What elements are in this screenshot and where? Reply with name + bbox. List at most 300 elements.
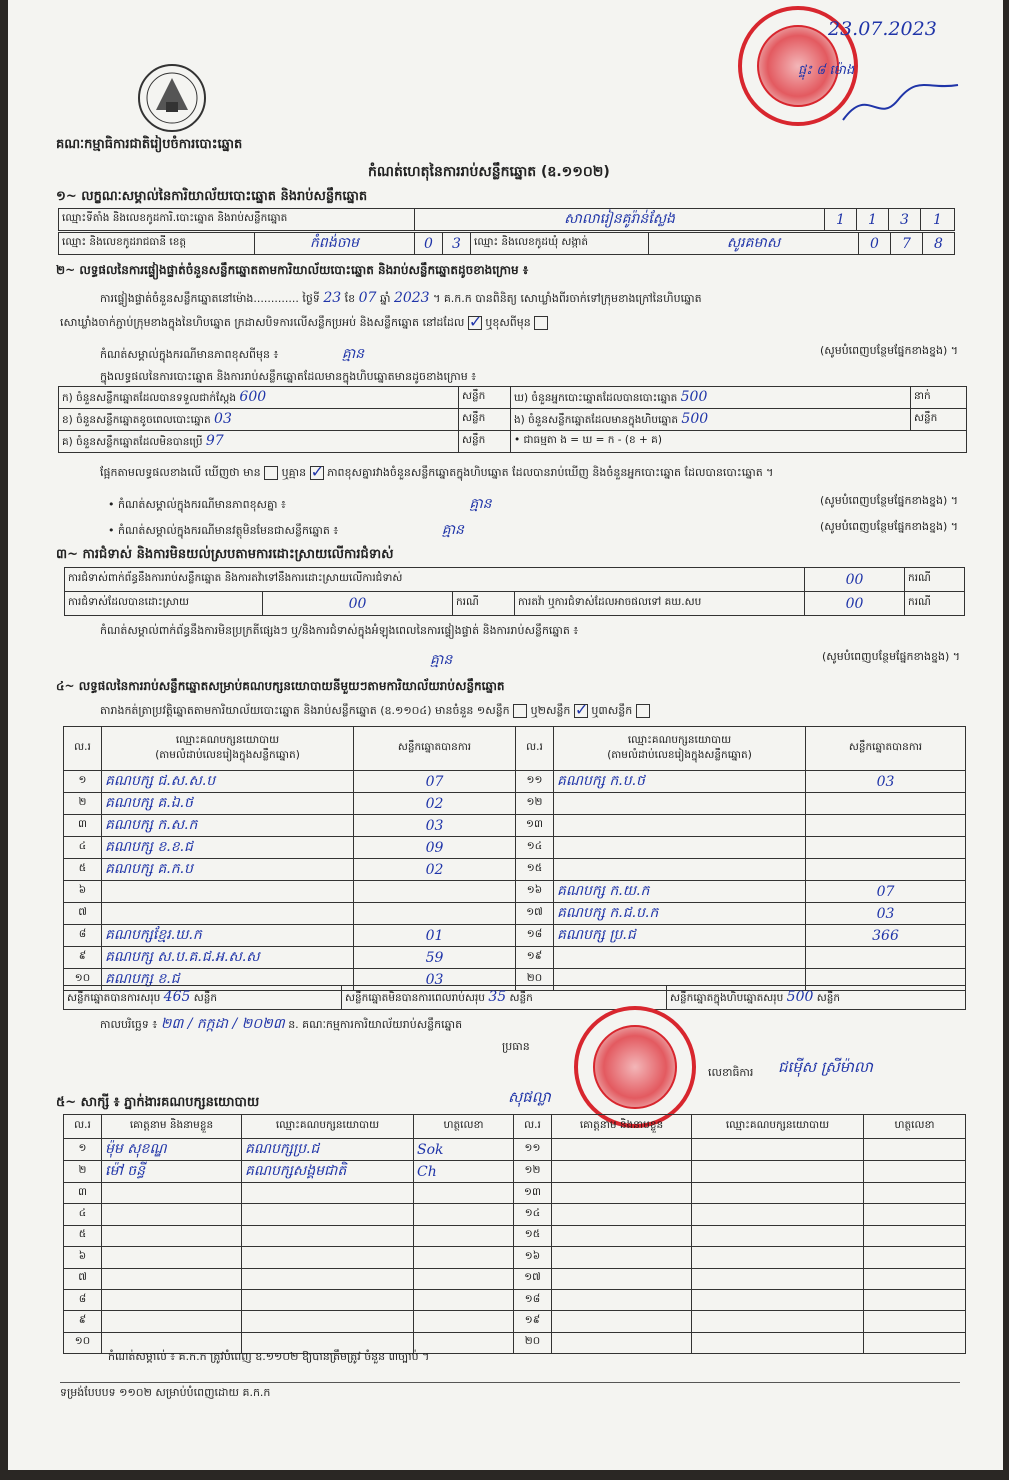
w-col-no-right: ល.រ <box>514 1115 552 1139</box>
party-votes[interactable]: 07 <box>354 771 516 793</box>
objection-label: ការជំទាស់ពាក់ព័ន្ធនឹងការរាប់សន្លឹកឆ្នោត និងការតវ៉ាទៅនឹងការដោះស្រាយលើការជំទាស់ <box>65 568 805 592</box>
party-votes[interactable] <box>806 793 966 815</box>
party-no: ៥ <box>64 859 102 881</box>
witness-no: ១៣ <box>514 1183 552 1204</box>
witness-no: ៦ <box>64 1247 102 1268</box>
form-footer: ទម្រង់បែបបទ ១១០២ សម្រាប់បំពេញដោយ គ.ក.ក <box>60 1386 271 1399</box>
unit-e: សន្លឹក <box>911 409 967 431</box>
irregularity-row <box>60 650 960 671</box>
valid-total-unit: សន្លឹក <box>193 991 218 1004</box>
witness-no: ៣ <box>64 1183 102 1204</box>
verify-text-b: ខែ <box>344 292 356 305</box>
emblem-logo <box>136 62 208 134</box>
party-votes[interactable] <box>806 815 966 837</box>
footnote: កំណត់សម្គាល់ ៖ គ.ក.ក ត្រូវបំពេញ ឧ.១១០២ ឱ្យបានត្រឹមត្រូវ ចំនួន ៣ច្បាប់ ។ <box>108 1350 430 1363</box>
party-row <box>64 771 966 793</box>
witness-row <box>64 1268 966 1289</box>
witness-signature[interactable]: Sok <box>414 1139 514 1161</box>
seal-stamp-bottom <box>574 1006 696 1128</box>
ballot-count-table <box>58 386 967 453</box>
party-votes[interactable]: 366 <box>806 925 966 947</box>
station-code-3[interactable]: 3 <box>889 209 921 231</box>
ballot-row-e <box>511 409 911 431</box>
ballot-row-a <box>59 387 459 409</box>
bullet-note-1 <box>108 494 958 515</box>
verify-day[interactable]: 23 <box>323 290 342 306</box>
party-votes[interactable]: 07 <box>806 881 966 903</box>
party-votes[interactable] <box>806 947 966 969</box>
signature-top <box>838 80 968 134</box>
party-no: ១ <box>64 771 102 793</box>
commune-value[interactable]: សូរគមាស <box>649 233 859 255</box>
stamp-date: 23.07.2023 <box>828 18 937 40</box>
date-tail: ន. គណៈកម្មការការិយាល័យរាប់សន្លឹកឆ្នោត <box>288 1018 463 1031</box>
witness-name[interactable] <box>552 1161 692 1183</box>
party-results-table <box>63 726 966 991</box>
objection-case: ករណី <box>905 568 965 592</box>
bullet-note-2-value[interactable]: គ្មាន <box>441 522 464 538</box>
party-name[interactable]: គណបក្ស ខ.ជ <box>102 969 354 991</box>
col-party-right-title: ឈ្មោះគណបក្សនយោបាយ <box>627 733 732 746</box>
province-info-table <box>58 232 955 255</box>
party-name[interactable]: គណបក្ស គ.ឯ.ថ <box>102 793 354 815</box>
w-col-party-right: ឈ្មោះគណបក្សនយោបាយ <box>692 1115 864 1139</box>
station-label: ឈ្មោះទីតាំង និងលេខកូដការិ.បោះឆ្នោត និងរាប់សន្លឹកឆ្នោត <box>59 209 415 231</box>
bullet-note-1-value[interactable]: គ្មាន <box>469 496 492 512</box>
party-votes[interactable]: 03 <box>354 969 516 991</box>
witness-row <box>64 1139 966 1161</box>
ballot-row-b <box>59 409 459 431</box>
party-name[interactable]: គណបក្ស ក.ជ.ប.ក <box>554 903 806 925</box>
party-name[interactable]: គណបក្ស ខ.ខ.ជ <box>102 837 354 859</box>
party-row <box>64 947 966 969</box>
witness-no: ២ <box>64 1161 102 1183</box>
one-sheet-checkbox[interactable] <box>513 704 527 718</box>
valid-total-label: សន្លឹកឆ្នោតបានការសរុប <box>67 991 161 1004</box>
w-col-party-left: ឈ្មោះគណបក្សនយោបាយ <box>242 1115 414 1139</box>
party-votes[interactable] <box>806 837 966 859</box>
chair-signature[interactable]: សុផល្លា <box>508 1088 551 1106</box>
party-name[interactable]: គណបក្ស ក.ប.ថ <box>554 771 806 793</box>
chair-label: ប្រធាន <box>502 1040 530 1053</box>
witness-row <box>64 1204 966 1225</box>
party-votes[interactable]: 59 <box>354 947 516 969</box>
party-row <box>64 925 966 947</box>
results-intro: ក្នុងលទ្ធផលនៃការបោះឆ្នោត និងការរាប់សន្លឹកឆ្នោតដែលមានក្នុងហិបឆ្នោតមានដូចខាងក្រោម ៖ <box>100 370 477 383</box>
witness-name[interactable] <box>552 1183 692 1204</box>
province-code-1[interactable]: 0 <box>415 233 443 255</box>
discrepancy-rest: ភាពខុសគ្នារវាងចំនួនសន្លឹកឆ្នោតក្នុងហិបឆ្នោត ដែលបានរាប់ឃើញ និងចំនួនអ្នកបោះឆ្នោត ដែលបានបោះឆ្នោត ។ <box>327 466 774 479</box>
party-name[interactable] <box>102 903 354 925</box>
col-party-left-sub: (តាមលំដាប់លេខរៀងក្នុងសន្លឹកឆ្នោត) <box>155 748 300 761</box>
section2-title: ២~ លទ្ធផលនៃការផ្ទៀងផ្ទាត់ចំនួនសន្លឹកឆ្នោតតាមការិយាល័យបោះឆ្នោត និងរាប់សន្លឹកឆ្នោតដូចខាងក្រោម ៖ <box>56 263 529 277</box>
commune-code-1[interactable]: 0 <box>859 233 891 255</box>
box-total-value[interactable]: 500 <box>786 988 814 1005</box>
unit-c: សន្លឹក <box>459 431 511 453</box>
in-box-label: ង) ចំនួនសន្លឹកឆ្នោតដែលមានក្នុងហិបឆ្នោត <box>514 413 679 426</box>
witness-party[interactable] <box>692 1183 864 1204</box>
party-no: ១៣ <box>516 815 554 837</box>
witness-name[interactable] <box>102 1268 242 1289</box>
witness-party[interactable]: គណបក្សប្រ.ជ <box>242 1139 414 1161</box>
party-no: ៧ <box>64 903 102 925</box>
verify-text-c: ឆ្នាំ <box>379 292 391 305</box>
party-votes[interactable] <box>806 859 966 881</box>
witness-no: ១ <box>64 1139 102 1161</box>
date-value[interactable]: ២៣ / កក្កដា / ២០២៣ <box>160 1016 285 1032</box>
party-name[interactable]: គណបក្ស ស.ប.គ.ជ.អ.ស.ស <box>102 947 354 969</box>
party-no: ១០ <box>64 969 102 991</box>
appeal-label: ការតវ៉ា ឬការជំទាស់ដែលអាចផលទៅ គឃ.សប <box>515 592 805 616</box>
w-col-sign-right: ហត្ថលេខា <box>864 1115 966 1139</box>
witness-name[interactable] <box>552 1247 692 1268</box>
witness-signature[interactable] <box>414 1268 514 1289</box>
resolved-case: ករណី <box>453 592 515 616</box>
col-party-left <box>102 727 354 771</box>
witness-signature[interactable] <box>864 1183 966 1204</box>
objection-value[interactable]: 00 <box>805 568 905 592</box>
witness-party[interactable] <box>242 1289 414 1310</box>
witness-signature[interactable] <box>864 1289 966 1310</box>
col-votes-left: សន្លឹកឆ្នោតបានការ <box>354 727 516 771</box>
party-name[interactable]: គណបក្ស ក.យ.ក <box>554 881 806 903</box>
witness-party[interactable] <box>692 1247 864 1268</box>
witness-row <box>64 1183 966 1204</box>
party-name[interactable]: គណបក្សខ្មែរ.ឃ.ក <box>102 925 354 947</box>
party-no: ៨ <box>64 925 102 947</box>
ballots-received-label: ក) ចំនួនសន្លឹកឆ្នោតដែលបានទទួលជាក់ស្តែង <box>62 391 237 404</box>
party-name[interactable]: គណបក្ស ប្រ.ជ <box>554 925 806 947</box>
witness-signature[interactable] <box>864 1225 966 1246</box>
party-name[interactable]: គណបក្ស គ.ក.ប <box>102 859 354 881</box>
ballots-received-value[interactable]: 600 <box>239 388 267 405</box>
party-no: ២០ <box>516 969 554 991</box>
invalid-total-label: សន្លឹកឆ្នោតមិនបានការពេលរាប់សរុប <box>345 991 485 1004</box>
witness-no: ១២ <box>514 1161 552 1183</box>
witness-party[interactable] <box>242 1204 414 1225</box>
formula-note: • ជាធម្មតា ង = ឃ = ក - (ខ + គ) <box>511 431 967 453</box>
verify-line2-text: សោឃ្លាំងចាក់ភ្ជាប់ក្រុមខាងក្នុងនៃហិបឆ្នោត ក្រដាសបិទការលើសន្លឹកប្រអប់ និងសន្លឹកឆ្នោត នៅដដែល <box>60 316 465 329</box>
party-no: ៤ <box>64 837 102 859</box>
witness-signature[interactable] <box>864 1161 966 1183</box>
party-name[interactable] <box>554 837 806 859</box>
witness-party[interactable] <box>692 1289 864 1310</box>
diff-note-hint: (សូមបំពេញបន្ថែមផ្នែកខាងខ្នង) ។ <box>819 344 958 357</box>
verify-month[interactable]: 07 <box>358 290 377 306</box>
party-no: ៩ <box>64 947 102 969</box>
verify-line-1 <box>100 290 702 308</box>
date-line <box>100 1014 462 1035</box>
witness-no: ៤ <box>64 1204 102 1225</box>
witness-no: ១៥ <box>514 1225 552 1246</box>
verify-text-a: ការផ្ទៀងផ្ទាត់ចំនួនសន្លឹកឆ្នោតនៅម៉ោង............. ថ្ងៃទី <box>100 292 320 305</box>
witness-party[interactable] <box>692 1161 864 1183</box>
different-checkbox[interactable] <box>534 316 548 330</box>
party-no: ១៨ <box>516 925 554 947</box>
station-code-4[interactable]: 1 <box>921 209 955 231</box>
w-col-name-left: គោត្តនាម និងនាមខ្លួន <box>102 1115 242 1139</box>
witness-no: ៧ <box>64 1268 102 1289</box>
appeal-value[interactable]: 00 <box>805 592 905 616</box>
unused-label: គ) ចំនួនសន្លឹកឆ្នោតដែលមិនបានប្រើ <box>62 435 203 448</box>
valid-total <box>64 986 342 1010</box>
party-no: ១១ <box>516 771 554 793</box>
bullet-note-2-hint: (សូមបំពេញបន្ថែមផ្នែកខាងខ្នង) ។ <box>819 520 958 533</box>
party-votes[interactable]: 03 <box>806 903 966 925</box>
witness-party[interactable] <box>692 1268 864 1289</box>
col-party-left-title: ឈ្មោះគណបក្សនយោបាយ <box>175 733 280 746</box>
same-checkbox[interactable] <box>468 316 482 330</box>
party-row <box>64 815 966 837</box>
two-sheet-checkbox[interactable] <box>574 704 588 718</box>
witness-table <box>63 1114 966 1354</box>
page-title: កំណត់ហេតុនៃការរាប់សន្លឹកឆ្នោត (ឧ.១១០២) <box>368 164 610 180</box>
witness-signature[interactable] <box>864 1204 966 1225</box>
witness-party[interactable] <box>242 1311 414 1332</box>
three-sheet-label: ឬ៣សន្លឹក <box>591 704 633 717</box>
in-box-value[interactable]: 500 <box>681 410 709 427</box>
w-col-sign-left: ហត្ថលេខា <box>414 1115 514 1139</box>
discrepancy-line <box>100 466 773 482</box>
witness-no: ១០ <box>64 1332 102 1353</box>
spoiled-label: ខ) ចំនួនសន្លឹកឆ្នោតខូចពេលបោះឆ្នោត <box>62 413 211 426</box>
witness-name[interactable] <box>102 1225 242 1246</box>
party-no: ១៧ <box>516 903 554 925</box>
record-sheet-line <box>100 704 650 720</box>
witness-row <box>64 1289 966 1310</box>
party-no: ៦ <box>64 881 102 903</box>
section4-title: ៤~ លទ្ធផលនៃការរាប់សន្លឹកឆ្នោតសម្រាប់គណបក្សនយោបាយនីមួយៗតាមការិយាល័យរាប់សន្លឹកឆ្នោត <box>56 679 505 693</box>
org-name: គណៈកម្មាធិការជាតិរៀបចំការបោះឆ្នោត <box>56 137 243 152</box>
witness-row <box>64 1225 966 1246</box>
box-total-unit: សន្លឹក <box>816 991 841 1004</box>
witness-name[interactable] <box>102 1311 242 1332</box>
station-code-1[interactable]: 1 <box>825 209 857 231</box>
witness-signature[interactable] <box>414 1247 514 1268</box>
commune-label: ឈ្មោះ និងលេខកូដឃុំ សង្កាត់ <box>471 233 649 255</box>
province-value[interactable]: កំពង់ចាម <box>255 233 415 255</box>
party-no: ២ <box>64 793 102 815</box>
unused-value[interactable]: 97 <box>205 432 224 449</box>
verify-line2-or: ឬខុសពីមុន <box>485 316 531 329</box>
witness-row <box>64 1161 966 1183</box>
verify-line-2 <box>60 316 548 332</box>
discrepancy-or: ឬគ្មាន <box>281 466 307 479</box>
voters-label: ឃ) ចំនួនអ្នកបោះឆ្នោតដែលបានបោះឆ្នោត <box>514 391 678 404</box>
bullet-note-2 <box>108 520 958 541</box>
invalid-total <box>342 986 667 1010</box>
box-total <box>667 986 966 1010</box>
party-no: ១៦ <box>516 881 554 903</box>
witness-party[interactable] <box>242 1183 414 1204</box>
witness-party[interactable] <box>242 1247 414 1268</box>
discrepancy-text: ផ្អែកតាមលទ្ធផលខាងលើ ឃើញថា មាន <box>100 466 261 479</box>
totals-table <box>63 985 966 1010</box>
station-info-table <box>58 208 955 231</box>
province-code-2[interactable]: 3 <box>443 233 471 255</box>
section5-title: ៥~ សាក្សី ៖ ភ្នាក់ងារគណបក្សនយោបាយ <box>56 1095 260 1110</box>
witness-no: ១៨ <box>514 1289 552 1310</box>
resolved-label: ការជំទាស់ដែលបានដោះស្រាយ <box>65 592 263 616</box>
date-label: កាលបរិច្ឆេទ ៖ <box>100 1018 158 1031</box>
witness-name[interactable] <box>552 1139 692 1161</box>
witness-signature[interactable] <box>864 1268 966 1289</box>
witness-party[interactable]: គណបក្សសង្គមជាតិ <box>242 1161 414 1183</box>
section3-title: ៣~ ការជំទាស់ និងការមិនយល់ស្របតាមការដោះស្រាយលើការជំទាស់ <box>56 547 394 562</box>
party-name[interactable]: គណបក្ស ជ.ស.ស.ប <box>102 771 354 793</box>
w-col-name-right: គោត្តនាម និងនាមខ្លួន <box>552 1115 692 1139</box>
witness-signature[interactable] <box>414 1311 514 1332</box>
verify-text-d: ។ គ.ក.ក បានពិនិត្យ សោឃ្លាំងពីរចាក់ទៅក្រុមខាងក្រៅនៃហិបឆ្នោត <box>433 292 702 305</box>
unit-d: នាក់ <box>911 387 967 409</box>
three-sheet-checkbox[interactable] <box>636 704 650 718</box>
irregularity-value[interactable]: គ្មាន <box>430 652 453 668</box>
party-no: ១៥ <box>516 859 554 881</box>
section1-title: ១~ លក្ខណៈសម្គាល់នៃការិយាល័យបោះឆ្នោត និងរាប់សន្លឹកឆ្នោត <box>56 189 368 204</box>
witness-party[interactable] <box>692 1139 864 1161</box>
witness-name[interactable] <box>552 1268 692 1289</box>
party-votes[interactable]: 01 <box>354 925 516 947</box>
witness-row <box>64 1311 966 1332</box>
bullet-note-1-hint: (សូមបំពេញបន្ថែមផ្នែកខាងខ្នង) ។ <box>819 494 958 507</box>
has-diff-checkbox[interactable] <box>264 466 278 480</box>
witness-party[interactable] <box>692 1225 864 1246</box>
party-row <box>64 881 966 903</box>
witness-party[interactable] <box>242 1225 414 1246</box>
commune-code-2[interactable]: 7 <box>891 233 923 255</box>
ballot-row-d <box>511 387 911 409</box>
bullet-note-2-label: • កំណត់សម្គាល់ក្នុងករណីមានវត្ថុមិនមែនជាសន្លឹកឆ្នោត ៖ <box>108 524 339 537</box>
station-value[interactable]: សាលារៀនគូរ៉ាន់ស្លែង <box>415 209 825 231</box>
voters-value[interactable]: 500 <box>680 388 708 405</box>
witness-no: ៨ <box>64 1289 102 1310</box>
party-votes[interactable]: 09 <box>354 837 516 859</box>
witness-signature[interactable] <box>864 1332 966 1353</box>
station-code-2[interactable]: 1 <box>857 209 889 231</box>
party-votes[interactable] <box>354 881 516 903</box>
diff-note-row <box>100 344 958 365</box>
col-party-right-sub: (តាមលំដាប់លេខរៀងក្នុងសន្លឹកឆ្នោត) <box>607 748 752 761</box>
record-sheet-text: តារាងកត់ត្រាប្រវត្តិឆ្នោតតាមការិយាល័យបោះឆ្នោត និងរាប់សន្លឹកឆ្នោត (ឧ.១១០៤) មានចំនួន ១សន្លឹក <box>100 704 510 717</box>
party-no: ១៩ <box>516 947 554 969</box>
party-row <box>64 859 966 881</box>
witness-name[interactable] <box>102 1247 242 1268</box>
witness-no: ១៦ <box>514 1247 552 1268</box>
party-no: ៣ <box>64 815 102 837</box>
witness-party[interactable] <box>692 1332 864 1353</box>
objection-table <box>64 567 965 616</box>
witness-name[interactable] <box>102 1289 242 1310</box>
irregularity-note: កំណត់សម្គាល់ពាក់ព័ន្ធនឹងការមិនប្រក្រតីផ្សេងៗ ឬ/និងការជំទាស់ក្នុងអំឡុងពេលនៃការផ្ទៀងផ្ទាត់ និងការរាប់សន្លឹកឆ្នោត ៖ <box>100 624 579 637</box>
col-no-left: ល.រ <box>64 727 102 771</box>
secretary-label: លេខាធិការ <box>708 1066 754 1079</box>
unit-a: សន្លឹក <box>459 387 511 409</box>
witness-name[interactable] <box>552 1332 692 1353</box>
secretary-signature[interactable]: ជម៉ើស ស្រីម៉ាលា <box>778 1058 873 1076</box>
two-sheet-label: ឬ២សន្លឹក <box>530 704 571 717</box>
witness-name[interactable] <box>102 1183 242 1204</box>
party-name[interactable] <box>554 793 806 815</box>
party-votes[interactable]: 02 <box>354 793 516 815</box>
verify-year[interactable]: 2023 <box>393 290 430 306</box>
party-name[interactable] <box>554 815 806 837</box>
witness-name[interactable] <box>552 1311 692 1332</box>
party-name[interactable] <box>554 947 806 969</box>
party-no: ១៤ <box>516 837 554 859</box>
witness-party[interactable] <box>692 1311 864 1332</box>
footer-rule <box>60 1382 960 1383</box>
witness-row <box>64 1247 966 1268</box>
witness-no: ១៤ <box>514 1204 552 1225</box>
bullet-note-1-label: • កំណត់សម្គាល់ក្នុងករណីមានភាពខុសគ្នា ៖ <box>108 498 286 511</box>
spoiled-value[interactable]: 03 <box>214 410 232 427</box>
witness-signature[interactable] <box>864 1247 966 1268</box>
party-votes[interactable] <box>354 903 516 925</box>
invalid-total-value[interactable]: 35 <box>488 988 507 1005</box>
witness-party[interactable] <box>242 1268 414 1289</box>
party-row <box>64 793 966 815</box>
witness-signature[interactable] <box>864 1139 966 1161</box>
stamp-note: ផ្ទុះ ៨ ម៉ោង <box>798 63 855 78</box>
col-votes-right: សន្លឹកឆ្នោតបានការ <box>806 727 966 771</box>
witness-no: ២០ <box>514 1332 552 1353</box>
col-party-right <box>554 727 806 771</box>
witness-signature[interactable] <box>414 1183 514 1204</box>
box-total-label: សន្លឹកឆ្នោតក្នុងហិបឆ្នោតសរុប <box>670 991 784 1004</box>
witness-no: ១៧ <box>514 1268 552 1289</box>
witness-party[interactable] <box>692 1204 864 1225</box>
diff-note-value[interactable]: គ្មាន <box>341 346 365 362</box>
party-name[interactable] <box>554 859 806 881</box>
witness-signature[interactable] <box>414 1204 514 1225</box>
no-diff-checkbox[interactable] <box>310 466 324 480</box>
invalid-total-unit: សន្លឹក <box>509 991 533 1004</box>
resolved-value[interactable]: 00 <box>263 592 453 616</box>
irregularity-hint: (សូមបំពេញបន្ថែមផ្នែកខាងខ្នង) ។ <box>821 650 960 663</box>
witness-signature[interactable]: Ch <box>414 1161 514 1183</box>
party-votes[interactable]: 02 <box>354 859 516 881</box>
ballot-row-c <box>59 431 459 453</box>
witness-signature[interactable] <box>864 1311 966 1332</box>
party-votes[interactable]: 03 <box>354 815 516 837</box>
witness-name[interactable] <box>552 1204 692 1225</box>
party-name[interactable]: គណបក្ស ក.ស.ក <box>102 815 354 837</box>
party-name[interactable] <box>102 881 354 903</box>
witness-no: ៩ <box>64 1311 102 1332</box>
witness-signature[interactable] <box>414 1289 514 1310</box>
diff-note-label: កំណត់សម្គាល់ក្នុងករណីមានភាពខុសពីមុន ៖ <box>100 348 279 361</box>
party-row <box>64 903 966 925</box>
party-row <box>64 837 966 859</box>
witness-name[interactable] <box>552 1289 692 1310</box>
valid-total-value[interactable]: 465 <box>163 988 191 1005</box>
witness-name[interactable]: ម៉ៅ ចន្ធី <box>102 1161 242 1183</box>
w-col-no-left: ល.រ <box>64 1115 102 1139</box>
party-votes[interactable]: 03 <box>806 771 966 793</box>
unit-b: សន្លឹក <box>459 409 511 431</box>
form-page <box>8 0 1003 1470</box>
appeal-case: ករណី <box>905 592 965 616</box>
witness-signature[interactable] <box>414 1225 514 1246</box>
witness-name[interactable] <box>552 1225 692 1246</box>
witness-no: ៥ <box>64 1225 102 1246</box>
province-label: ឈ្មោះ និងលេខកូដរាជធានី ខេត្ត <box>59 233 255 255</box>
commune-code-3[interactable]: 8 <box>923 233 955 255</box>
witness-name[interactable] <box>102 1204 242 1225</box>
witness-name[interactable]: ម៉ុម សុខណ្ឌ <box>102 1139 242 1161</box>
col-no-right: ល.រ <box>516 727 554 771</box>
party-no: ១២ <box>516 793 554 815</box>
